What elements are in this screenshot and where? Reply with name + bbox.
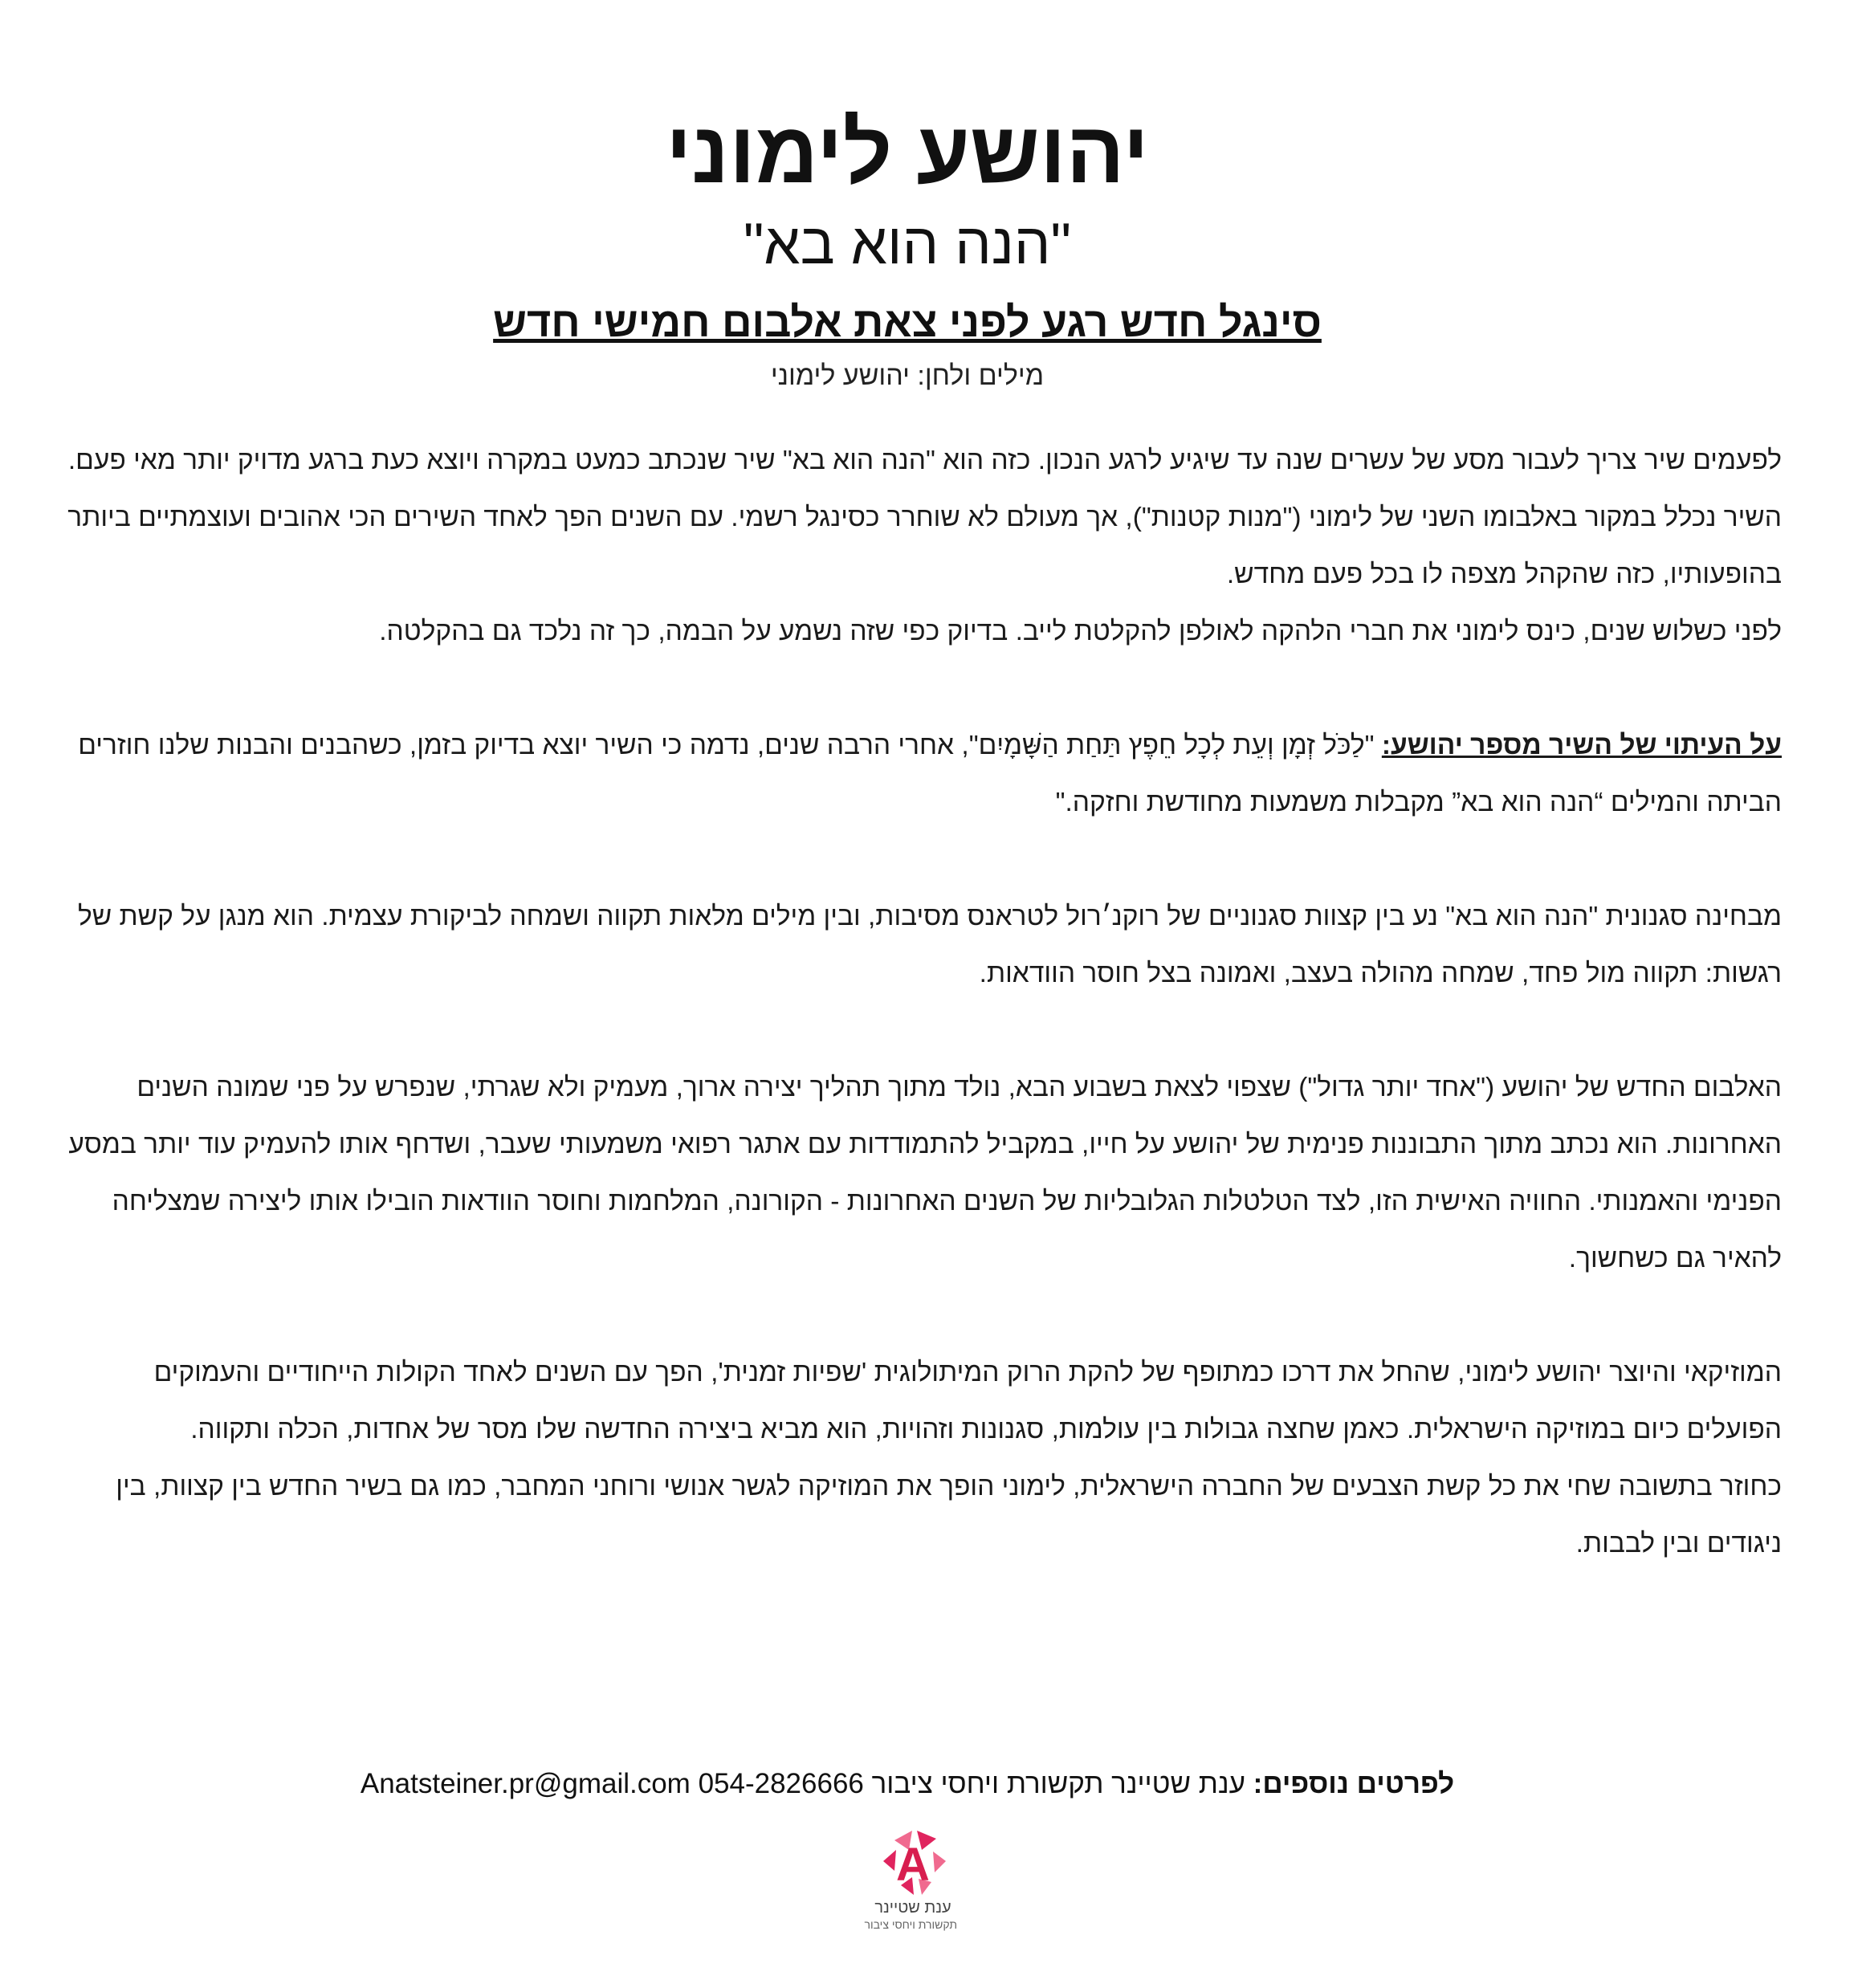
artist-title: יהושע לימוני xyxy=(665,104,1150,201)
pr-agency-logo xyxy=(864,1829,957,1941)
contact-label: לפרטים נוספים: xyxy=(1253,1768,1455,1799)
paragraph-7: המוזיקאי והיוצר יהושע לימוני, שהחל את דרכו כמתופף של להקת הרוק המיתולוגית 'שפיות זמנית', הפך עם השנים לאחד הקולות הייחודיים והעמוקים הפועלים כיום במוזיקה הישראלית. כאמן שחצה גבולות בין עולמות, סגנונות וזהויות, הוא מביא ביצירה החדשה שלו מסר של אחדות, הכלה ותקווה. xyxy=(153,1358,1782,1444)
logo-mark-icon xyxy=(877,1829,949,1896)
logo-letter: A xyxy=(896,1839,930,1891)
logo-tagline: תקשורת ויחסי ציבור xyxy=(864,1918,957,1931)
contact-line xyxy=(0,1762,1815,1807)
paragraph-8: כחוזר בתשובה שחי את כל קשת הצבעים של החברה הישראלית, לימוני הופך את המוזיקה לגשר אנושי ורוחני המחבר, כמו גם בשיר החדש בין קצוות, בין ניגודים ובין לבבות. xyxy=(116,1472,1782,1558)
song-title: "הנה הוא בא" xyxy=(743,212,1072,276)
quote-text: "לַכֹּל זְמָן וְעֵת לְכָל חֵפֶץ תַּחַת הַשָּׁמָיִם", אחרי הרבה שנים, נדמה כי השיר יוצא בדיוק בזמן, כשהבנים והבנות שלנו חוזרים הביתה והמילים “הנה הוא בא” מקבלות משמעות מחודשת וחזקה." xyxy=(78,731,1782,817)
contact-details: ענת שטיינר תקשורת ויחסי ציבור 054-2826666 Anatsteiner.pr@gmail.com xyxy=(360,1768,1253,1799)
headline: סינגל חדש רגע לפני צאת אלבום חמישי חדש xyxy=(493,299,1322,346)
paragraph-3: לפני כשלוש שנים, כינס לימוני את חברי הלהקה לאולפן להקלטת לייב. בדיוק כפי שזה נשמע על הבמה, כך זה נלכד גם בהקלטה. xyxy=(379,617,1782,646)
paragraph-1: לפעמים שיר צריך לעבור מסע של עשרים שנה עד שיגיע לרגע הנכון. כזה הוא "הנה הוא בא" שיר שנכתב כמעט במקרה ויוצא כעת ברגע מדויק יותר מאי פעם. xyxy=(67,446,1782,475)
quote-label: על העיתוי של השיר מספר יהושע: xyxy=(1381,731,1782,760)
paragraph-2: השיר נכלל במקור באלבומו השני של לימוני ("מנות קטנות"), אך מעולם לא שוחרר כסינגל רשמי. עם השנים הפך לאחד השירים הכי אהובים ועוצמתיים ביותר בהופעותיו, כזה שהקהל מצפה לו בכל פעם מחדש. xyxy=(67,503,1782,589)
paragraph-6: האלבום החדש של יהושע ("אחד יותר גדול") שצפוי לצאת בשבוע הבא, נולד מתוך תהליך יצירה ארוך, מעמיק ולא שגרתי, שנפרש על פני שמונה השנים האחרונות. הוא נכתב מתוך התבוננות פנימית של יהושע על חייו, במקביל להתמודדות עם אתגר רפואי משמעותי שעבר, ושדחף אותו להעמיק עוד יותר במסע הפנימי והאמנותי. החוויה האישית הזו, לצד הטלטלות הגלובליות של השנים האחרונות - הקורונה, המלחמות וחוסר הוודאות הובילו אותו ליצירה שמצליחה להאיר גם כשחשוך. xyxy=(68,1073,1782,1273)
paragraph-4 xyxy=(55,717,1782,831)
logo-name: ענת שטיינר xyxy=(874,1899,951,1917)
paragraph-5: מבחינה סגנונית "הנה הוא בא" נע בין קצוות סגנוניים של רוקנ׳רול לטראנס מסיבות, ובין מילים מלאות תקווה ושמחה לביקורת עצמית. הוא מנגן על קשת של רגשות: תקווה מול פחד, שמחה מהולה בעצב, ואמונה בצל חוסר הוודאות. xyxy=(78,902,1782,988)
body-text xyxy=(55,432,1782,1572)
credit-line: מילים ולחן: יהושע לימוני xyxy=(770,361,1045,391)
